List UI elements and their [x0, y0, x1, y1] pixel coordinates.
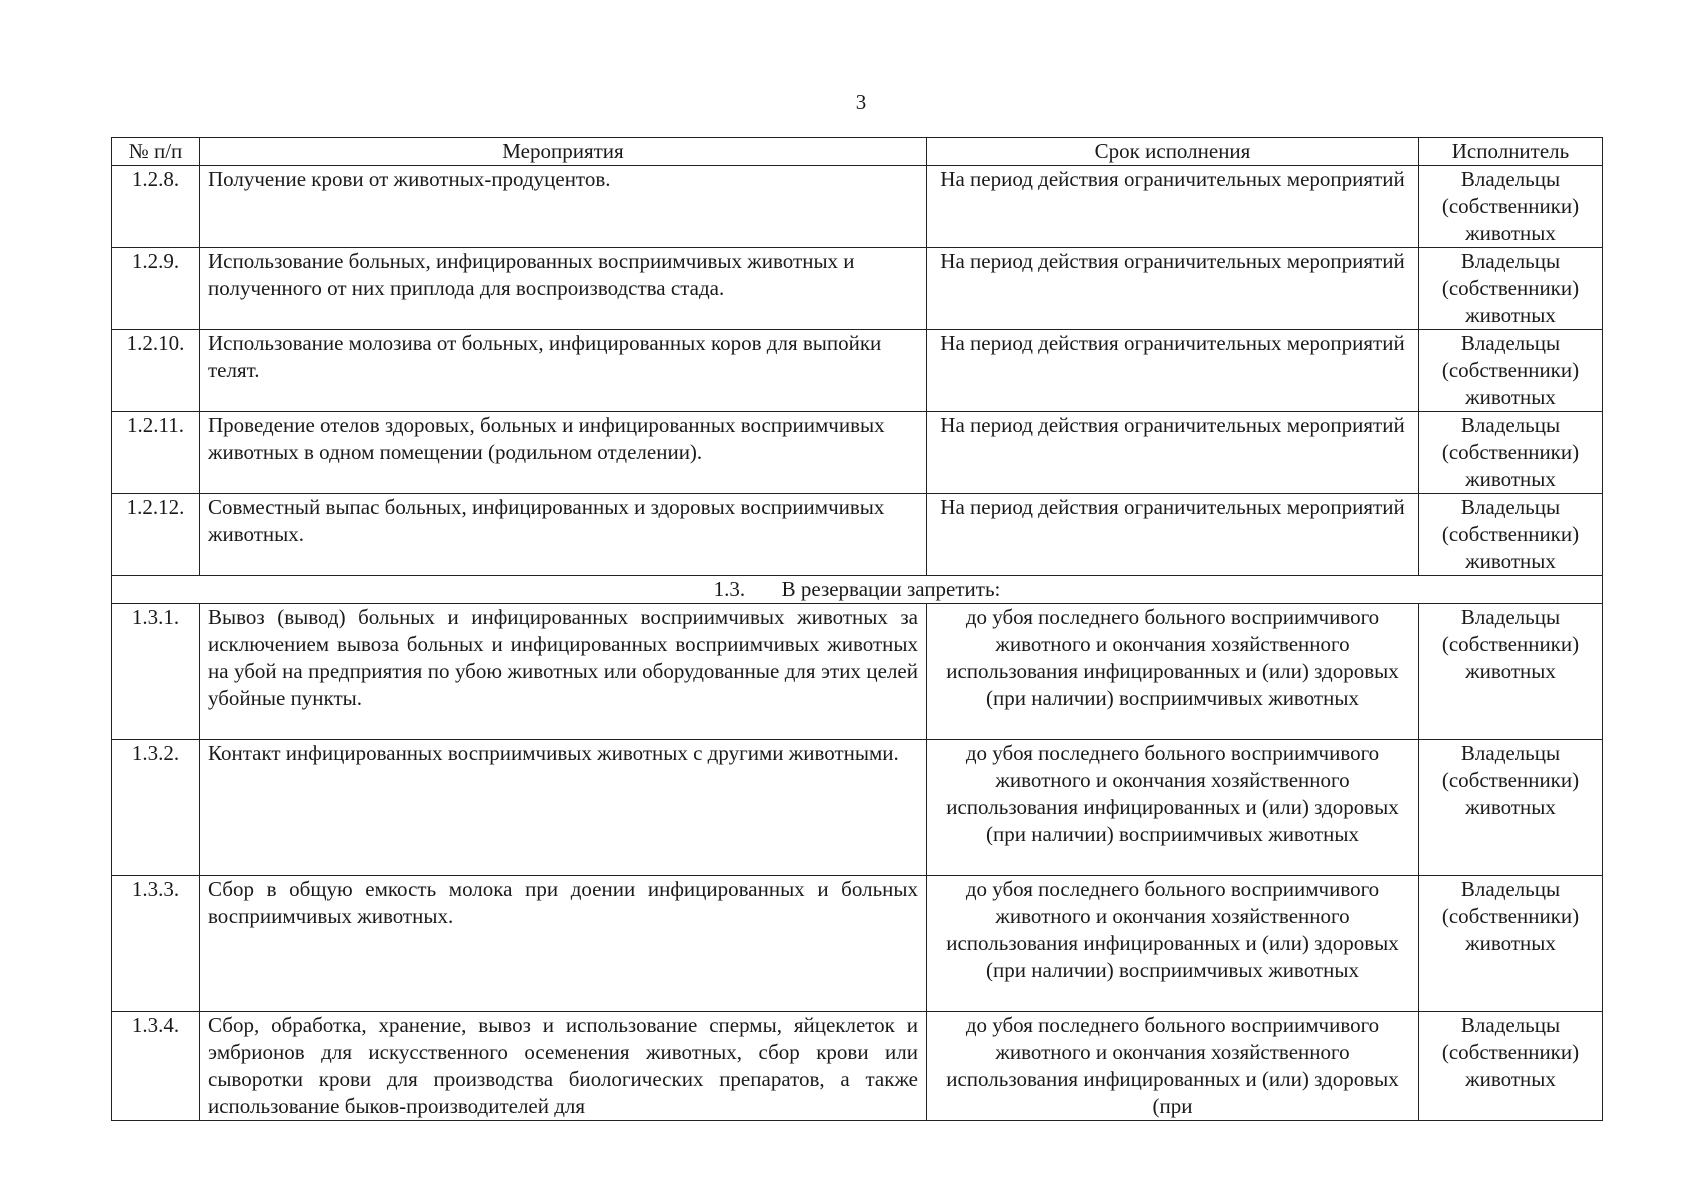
row-executor: Владельцы (собственники) животных — [1419, 248, 1603, 330]
table-row — [112, 412, 1603, 494]
row-measure: Сбор, обработка, хранение, вывоз и использование спермы, яйцеклеток и эмбрионов для искусственного осеменения животных, сбор крови или сыворотки крови для производства биологических препаратов, а также использование быков-производителей для — [200, 1012, 927, 1121]
section-heading-row — [112, 576, 1603, 604]
row-term: до убоя последнего больного восприимчивого животного и окончания хозяйственного использования инфицированных и (или) здоровых (при наличии) восприимчивых животных — [927, 604, 1419, 740]
table-row — [112, 494, 1603, 576]
page-number: 3 — [855, 90, 867, 114]
row-executor: Владельцы (собственники) животных — [1419, 604, 1603, 740]
header-term: Срок исполнения — [927, 138, 1419, 166]
section-heading — [112, 576, 1603, 604]
table-row — [112, 740, 1603, 876]
row-executor: Владельцы (собственники) животных — [1419, 412, 1603, 494]
row-executor: Владельцы (собственники) животных — [1419, 1012, 1603, 1121]
row-measure: Совместный выпас больных, инфицированных и здоровых восприимчивых животных. — [200, 494, 927, 576]
row-num: 1.2.9. — [112, 248, 200, 330]
row-num: 1.3.3. — [112, 876, 200, 1012]
table-row — [112, 1012, 1603, 1121]
row-num: 1.2.12. — [112, 494, 200, 576]
row-measure: Сбор в общую емкость молока при доении инфицированных и больных восприимчивых животных. — [200, 876, 927, 1012]
row-measure: Проведение отелов здоровых, больных и инфицированных восприимчивых животных в одном помещении (родильном отделении). — [200, 412, 927, 494]
row-term: На период действия ограничительных мероприятий — [927, 248, 1419, 330]
row-num: 1.3.1. — [112, 604, 200, 740]
row-measure: Получение крови от животных-продуцентов. — [200, 166, 927, 248]
row-term: до убоя последнего больного восприимчивого животного и окончания хозяйственного использования инфицированных и (или) здоровых (при наличии) восприимчивых животных — [927, 876, 1419, 1012]
row-measure: Использование молозива от больных, инфицированных коров для выпойки телят. — [200, 330, 927, 412]
section-title: В резервации запретить: — [781, 577, 1001, 601]
table-row — [112, 876, 1603, 1012]
row-executor: Владельцы (собственники) животных — [1419, 876, 1603, 1012]
row-term: На период действия ограничительных мероприятий — [927, 494, 1419, 576]
row-num: 1.3.2. — [112, 740, 200, 876]
header-executor: Исполнитель — [1419, 138, 1603, 166]
row-executor: Владельцы (собственники) животных — [1419, 494, 1603, 576]
row-num: 1.2.8. — [112, 166, 200, 248]
header-num: № п/п — [112, 138, 200, 166]
table-row — [112, 248, 1603, 330]
measures-table — [111, 137, 1603, 1121]
table-row — [112, 330, 1603, 412]
section-number: 1.3. — [713, 577, 746, 601]
row-executor: Владельцы (собственники) животных — [1419, 740, 1603, 876]
row-term: На период действия ограничительных мероприятий — [927, 330, 1419, 412]
row-term: до убоя последнего больного восприимчивого животного и окончания хозяйственного использования инфицированных и (или) здоровых (при наличии) восприимчивых животных — [927, 740, 1419, 876]
row-executor: Владельцы (собственники) животных — [1419, 330, 1603, 412]
table-header-row — [112, 138, 1603, 166]
table-row — [112, 604, 1603, 740]
row-measure: Вывоз (вывод) больных и инфицированных восприимчивых животных за исключением вывоза больных и инфицированных восприимчивых животных на убой на предприятия по убою животных или оборудованные для этих целей убойные пункты. — [200, 604, 927, 740]
row-executor: Владельцы (собственники) животных — [1419, 166, 1603, 248]
row-measure: Использование больных, инфицированных восприимчивых животных и полученного от них приплода для воспроизводства стада. — [200, 248, 927, 330]
row-measure: Контакт инфицированных восприимчивых животных с другими животными. — [200, 740, 927, 876]
row-num: 1.3.4. — [112, 1012, 200, 1121]
header-measure: Мероприятия — [200, 138, 927, 166]
row-num: 1.2.11. — [112, 412, 200, 494]
row-num: 1.2.10. — [112, 330, 200, 412]
row-term: На период действия ограничительных мероприятий — [927, 166, 1419, 248]
table-row — [112, 166, 1603, 248]
row-term: На период действия ограничительных мероприятий — [927, 412, 1419, 494]
row-term: до убоя последнего больного восприимчивого животного и окончания хозяйственного использования инфицированных и (или) здоровых (при — [927, 1012, 1419, 1121]
